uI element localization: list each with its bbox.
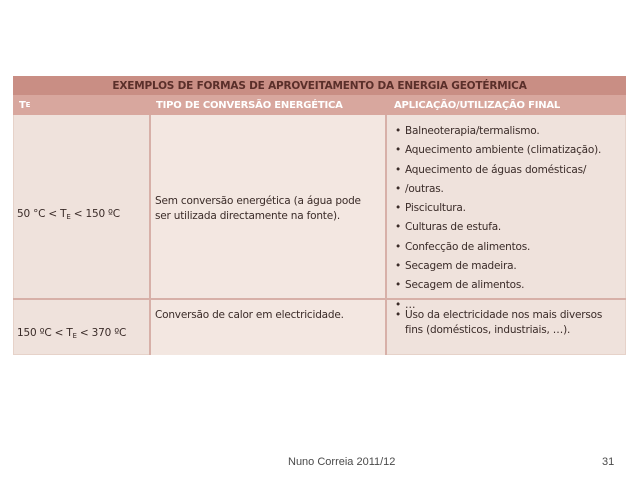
list-item: • Aquecimento de águas domésticas/ [395, 161, 623, 180]
table-image [13, 76, 626, 355]
row1-conversion-line1: Sem conversão energética (a água pode [155, 195, 361, 207]
table-header-row [13, 95, 626, 115]
header-temperature-subscript: E [25, 101, 31, 109]
row1-applications-list [395, 122, 623, 315]
row2-conversion [155, 308, 344, 323]
row2-app-line2: fins (domésticos, industriais, …). [405, 324, 571, 336]
row2-conversion-line1: Conversão de calor em electricidade. [155, 309, 344, 321]
list-item [395, 308, 623, 338]
row1-conversion-line2: ser utilizada directamente na fonte). [155, 210, 341, 222]
row2-applications-list [395, 308, 623, 338]
row1-range-suffix: < 150 ºC [70, 208, 120, 220]
list-item: • Secagem de alimentos. [395, 276, 623, 295]
row1-range-subscript: E [66, 213, 71, 221]
header-application [394, 95, 560, 115]
list-item-continuation [395, 180, 623, 199]
row2-app-line1: • Uso da electricidade nos mais diversos [405, 309, 603, 321]
row1-temperature-range [17, 207, 120, 225]
table-title-text: EXEMPLOS DE FORMAS DE APROVEITAMENTO DA ENERGIA GEOTÉRMICA [112, 79, 527, 92]
list-item-continuation-text: /outras. [405, 182, 444, 195]
column-divider-2 [385, 115, 387, 355]
list-item: • … [395, 296, 623, 315]
header-application-label: APLICAÇÃO/UTILIZAÇÃO FINAL [394, 99, 561, 111]
list-item: • Balneoterapia/termalismo. [395, 122, 623, 141]
row2-range-suffix: < 370 ºC [76, 327, 127, 339]
row2-range-subscript: E [72, 332, 77, 340]
column-divider-1 [149, 115, 151, 355]
list-item: • Culturas de estufa. [395, 218, 623, 237]
header-conversion [156, 95, 343, 115]
row1-conversion [155, 194, 361, 224]
table-title [13, 76, 626, 95]
page-number: 31 [602, 456, 615, 468]
row2-temperature-range [17, 326, 126, 344]
list-item: • Confecção de alimentos. [395, 238, 623, 257]
header-conversion-label: TIPO DE CONVERSÃO ENERGÉTICA [156, 99, 343, 111]
header-temperature-label: T [19, 99, 26, 111]
list-item: • Piscicultura. [395, 199, 623, 218]
footer-author: Nuno Correia 2011/12 [288, 456, 396, 468]
row2-range-prefix: 150 ºC < T [17, 327, 73, 339]
list-item: • Aquecimento ambiente (climatização). [395, 141, 623, 160]
list-item: • Secagem de madeira. [395, 257, 623, 276]
row1-range-prefix: 50 °C < T [17, 208, 67, 220]
header-temperature [19, 95, 30, 115]
